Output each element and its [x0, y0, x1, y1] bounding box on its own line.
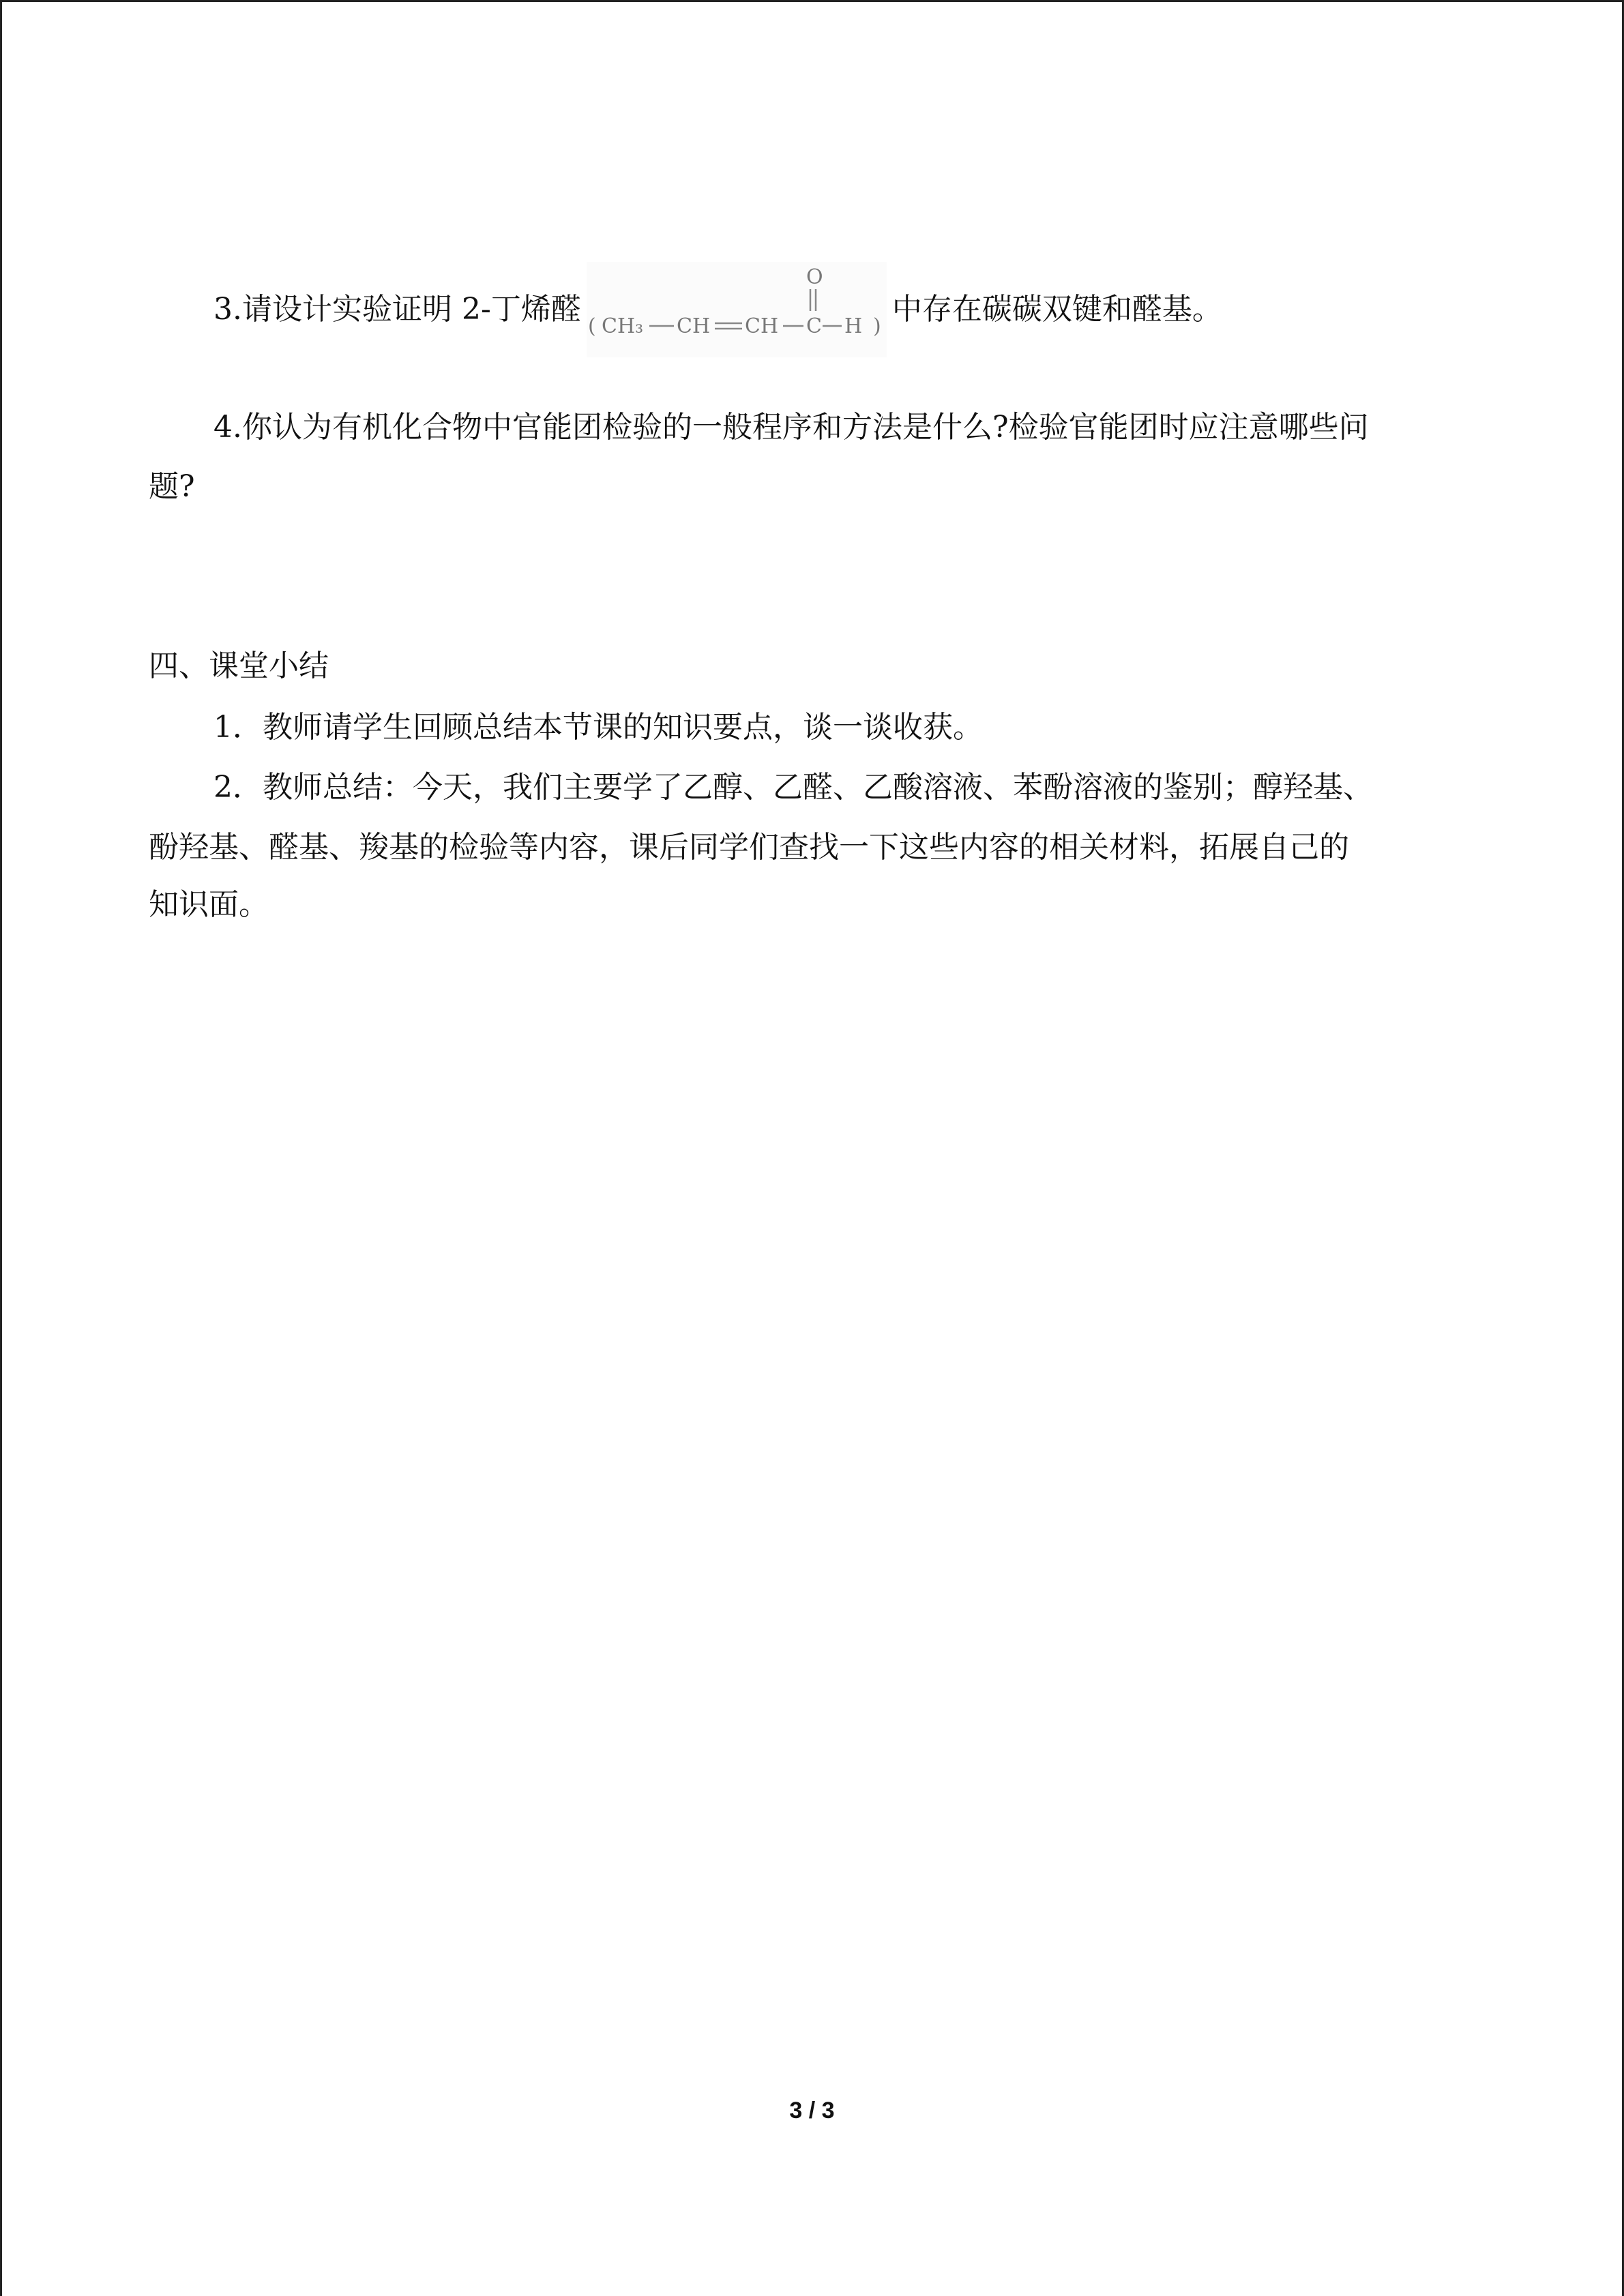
summary-item-2-line-1: 2．教师总结：今天，我们主要学了乙醇、乙醛、乙酸溶液、苯酚溶液的鉴别；醇羟基、: [213, 770, 1373, 805]
question-4-line-2: 题?: [149, 469, 195, 504]
formula-ch3: CH₃: [601, 314, 643, 338]
question-3-text-before: 3.请设计实验证明 2-丁烯醛: [213, 292, 581, 327]
question-3: [213, 262, 1222, 357]
question-3-text-after: 中存在碳碳双键和醛基。: [891, 292, 1222, 327]
summary-item-2-line-2: 酚羟基、醛基、羧基的检验等内容，课后同学们查找一下这些内容的相关材料，拓展自己的: [149, 830, 1349, 865]
structural-formula-2-butenal: [587, 262, 887, 357]
formula-ch-2: CH: [744, 314, 778, 338]
page-number: 3 / 3: [789, 2098, 835, 2123]
question-4-line-1: 4.你认为有机化合物中官能团检验的一般程序和方法是什么?检验官能团时应注意哪些问: [213, 410, 1369, 445]
formula-o: O: [806, 265, 823, 289]
page-left-border: [0, 0, 2, 2296]
summary-item-2-line-3: 知识面。: [149, 887, 269, 922]
section-heading-summary: 四、课堂小结: [149, 648, 329, 683]
page-top-border: [0, 0, 1624, 2]
formula-svg: [587, 262, 887, 357]
formula-ch-1: CH: [676, 314, 710, 338]
formula-open-paren: (: [587, 314, 596, 338]
formula-c: C: [806, 314, 822, 338]
formula-close-paren: ): [872, 314, 881, 338]
formula-h: H: [844, 314, 862, 338]
summary-item-1: 1．教师请学生回顾总结本节课的知识要点，谈一谈收获。: [213, 710, 983, 745]
